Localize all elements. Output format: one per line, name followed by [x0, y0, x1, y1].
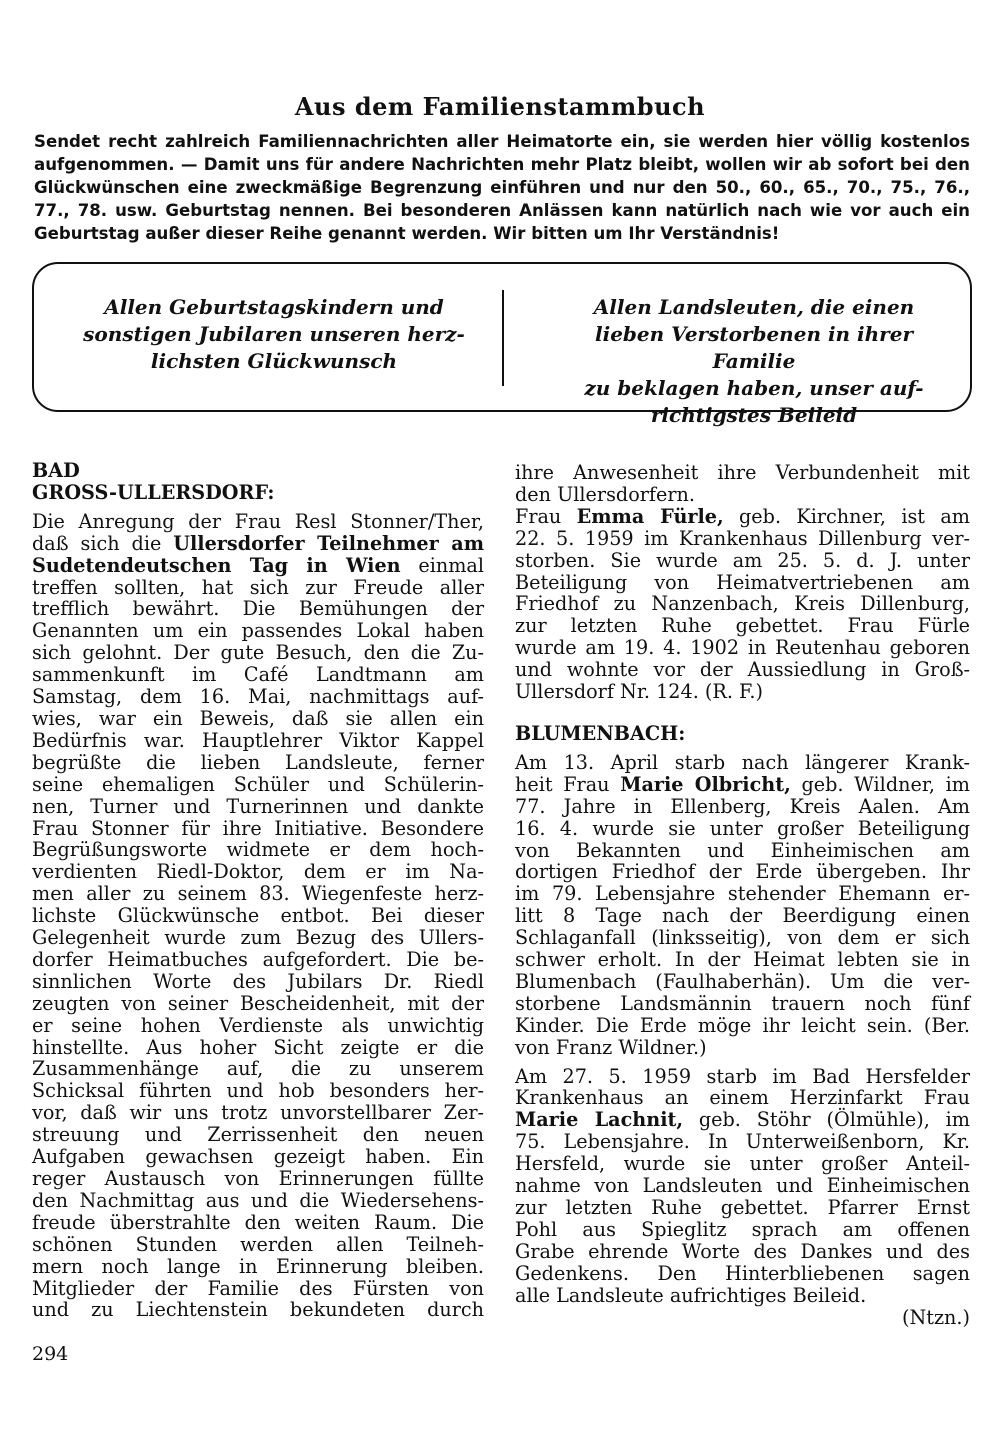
text-line: im 79. Lebensjahre stehender Ehemann er- — [515, 882, 970, 906]
text-line: seine ehemaligen Schüler und Schülerin- — [32, 772, 484, 796]
greeting-line: lieben Verstorbenen in ihrer Familie — [595, 322, 913, 373]
text-line: wurde am 19. 4. 1902 in Reutenhau geboren — [515, 636, 970, 660]
greeting-line: zu beklagen haben, unser auf- — [584, 376, 924, 400]
text-line: nahme von Landsleuten und Einheimischen — [515, 1174, 970, 1198]
text-run: daß sich die — [32, 531, 174, 555]
text-line: sammenkunft im Café Landtmann am — [32, 663, 484, 687]
text-line: men aller zu seinem 83. Wiegenfeste herz- — [32, 882, 484, 906]
text-line: hinstellte. Aus hoher Sicht zeigte er die — [32, 1035, 484, 1059]
section-heading-bad: BAD — [32, 459, 80, 482]
text-line: dortigen Friedhof der Erde übergeben. Ihr — [515, 860, 970, 884]
birthday-greeting — [74, 294, 474, 375]
text-run: geb. Wildner, im — [790, 772, 970, 796]
page-title: Aus dem Familienstammbuch — [294, 92, 706, 121]
article-marie-olbricht — [515, 752, 970, 1059]
text-line: freude überstrahlte den weiten Raum. Die — [32, 1210, 484, 1234]
text-line: vor, daß wir uns trotz unvorstellbarer Zer- — [32, 1101, 484, 1125]
text-line: Pohl aus Spieglitz sprach am offenen — [515, 1217, 970, 1241]
left-column — [32, 460, 484, 1321]
text-line: zur letzten Ruhe gebettet. Frau Fürle — [515, 614, 970, 638]
text-line: Am 27. 5. 1959 starb im Bad Hersfelder — [515, 1064, 970, 1088]
text-line: Zusammenhänge auf, die zu unserem — [32, 1057, 484, 1081]
text-line: begrüßte die lieben Landsleute, ferner — [32, 750, 484, 774]
text-line: Bedürfnis war. Hauptlehrer Viktor Kappel — [32, 728, 484, 752]
text-line: Mitglieder der Familie des Fürsten von — [32, 1276, 484, 1300]
text-run: heit Frau — [515, 772, 621, 796]
greeting-divider — [502, 290, 504, 386]
text-line: Gelegenheit wurde zum Bezug des Ullers- — [32, 926, 484, 950]
article-gross-ullersdorf — [32, 511, 484, 1322]
text-line: zur letzten Ruhe gebettet. Pfarrer Ernst — [515, 1196, 970, 1219]
text-line: trefflich bewährt. Die Bemühungen der — [32, 597, 484, 621]
bold-text: Sudetendeutschen Tag in Wien — [32, 553, 401, 577]
text-line: Blumenbach (Faulhaberhän). Um die ver- — [515, 969, 970, 993]
greeting-line: lichsten Glückwunsch — [150, 349, 398, 373]
greeting-line: Allen Geburtstagskindern und — [104, 295, 444, 319]
greeting-line: richtigstes Beileid — [650, 403, 858, 427]
article-emma-fuerle — [515, 506, 970, 703]
text-line: den Ullersdorfern. — [515, 482, 696, 506]
text-line: Am 13. April starb nach längerer Krank- — [515, 750, 970, 774]
text-line — [515, 774, 970, 796]
text-line: Ullersdorf Nr. 124. (R. F.) — [515, 680, 763, 704]
section-heading-blumenbach: BLUMENBACH: — [515, 721, 686, 745]
right-column — [515, 462, 970, 1328]
text-line: Aufgaben gewachsen gezeigt haben. Ein — [32, 1145, 484, 1169]
text-line: 22. 5. 1959 im Krankenhaus Dillenburg ver- — [515, 526, 970, 550]
text-line: Schicksal führten und hob besonders her- — [32, 1079, 484, 1103]
intro-text: Sendet recht zahlreich Familiennachrichten aller Heimatorte ein, sie werden hier völlig kostenlos aufgenommen. — Damit uns für andere Nachrichten mehr Platz bleibt, wollen wir ab sofort bei den Glückwünschen eine zweckmäßige Begrenzung einführen und nur den 50., 60., 65., 70., 75., 76., 77., 78. usw. Geburtstag nennen. Bei besonderen Anlässen kann natürlich nach wie vor auch ein Geburtstag außer dieser Reihe genannt werden. Wir bitten um Ihr Verständnis! — [34, 132, 970, 243]
text-line: den Nachmittag aus und die Wiedersehens- — [32, 1188, 484, 1212]
text-line: und zu Liechtenstein bekundeten durch — [32, 1298, 484, 1322]
text-line: Schlaganfall (linksseitig), von dem er sich — [515, 926, 970, 950]
intro-paragraph — [34, 130, 970, 245]
section-heading-gross-ullersdorf: GROSS-ULLERSDORF: — [32, 480, 275, 504]
text-line: zeugten von seiner Bescheidenheit, mit der — [32, 991, 484, 1015]
text-line: Hersfeld, wurde sie unter großer Anteil- — [515, 1152, 970, 1176]
text-line: Frau Stonner für ihre Initiative. Besondere — [32, 816, 484, 840]
text-line: 75. Lebensjahre. In Unterweißenborn, Kr. — [515, 1130, 970, 1154]
text-line: Grabe ehrende Worte des Dankes und des — [515, 1239, 970, 1263]
text-line: nen, Turner und Turnerinnen und dankte — [32, 794, 484, 818]
text-line: verdienten Riedl-Doktor, dem er im Na- — [32, 860, 484, 884]
greeting-box — [32, 262, 972, 427]
bold-text: Ullersdorfer Teilnehmer am — [173, 531, 485, 555]
text-line — [515, 506, 970, 528]
text-line: er seine hohen Verdienste als unwichtig — [32, 1013, 484, 1037]
text-line: Kinder. Die Erde möge ihr leicht sein. (Ber. — [515, 1013, 970, 1037]
greeting-line: sonstigen Jubilaren unseren herz- — [83, 322, 465, 346]
person-name: Emma Fürle, — [576, 504, 724, 528]
text-line: alle Landsleute aufrichtiges Beileid. — [515, 1283, 867, 1307]
text-run: einmal — [400, 553, 484, 577]
text-line: Samstag, dem 16. Mai, nachmittags auf- — [32, 685, 484, 709]
person-name: Marie Lachnit, — [515, 1108, 684, 1132]
page-number: 294 — [32, 1343, 69, 1365]
text-line: Krankenhaus an einem Herzinfarkt Frau — [515, 1086, 970, 1110]
text-line: Beteiligung von Heimatvertriebenen am — [515, 570, 970, 594]
text-line: schwer erholt. In der Heimat lebten sie in — [515, 948, 970, 972]
text-line: wies, war ein Beweis, daß sie allen ein — [32, 706, 484, 730]
text-line: treffen sollten, hat sich zur Freude aller — [32, 575, 484, 599]
text-line: 16. 4. wurde sie unter großer Beteiligung — [515, 816, 970, 840]
text-run: geb. Stöhr (Ölmühle), im — [683, 1108, 970, 1132]
condolence-greeting — [554, 294, 954, 429]
text-line: Begrüßungsworte widmete er dem hoch- — [32, 838, 484, 862]
text-line: dorfer Heimatbuches aufgefordert. Die be- — [32, 947, 484, 971]
text-line: ihre Anwesenheit ihre Verbundenheit mit — [515, 461, 970, 484]
text-line: mern noch lange in Erinnerung bleiben. — [32, 1254, 484, 1278]
text-line: storbene Landsmännin trauern noch fünf — [515, 991, 970, 1015]
text-line: storben. Sie wurde am 25. 5. d. J. unter — [515, 548, 970, 572]
text-line — [515, 1109, 970, 1131]
text-line: Friedhof zu Nanzenbach, Kreis Dillenburg, — [515, 592, 970, 616]
spacer — [515, 703, 970, 723]
text-line: von Bekannten und Einheimischen am — [515, 838, 970, 862]
text-line: sich gelohnt. Der gute Besuch, den die Zu- — [32, 641, 484, 665]
text-line: 77. Jahre in Ellenberg, Kreis Aalen. Am — [515, 794, 970, 818]
text-line: schönen Stunden werden allen Teilneh- — [32, 1232, 484, 1256]
article-continuation — [515, 462, 970, 506]
text-line — [32, 533, 484, 555]
text-run: geb. Kirchner, ist am — [723, 504, 970, 528]
text-line: litt 8 Tage nach der Beerdigung einen — [515, 904, 970, 928]
greeting-line: Allen Landsleuten, die einen — [593, 295, 915, 319]
text-line: von Franz Wildner.) — [515, 1035, 707, 1059]
text-line: sinnlichen Worte des Jubilars Dr. Riedl — [32, 969, 484, 993]
text-line — [32, 555, 484, 577]
person-name: Marie Olbricht, — [620, 772, 791, 796]
text-line: lichste Glückwünsche entbot. Bei dieser — [32, 904, 484, 928]
text-line: reger Austausch von Erinnerungen füllte — [32, 1167, 484, 1190]
text-line: und wohnte vor der Aussiedlung in Groß- — [515, 658, 970, 682]
article-marie-lachnit — [515, 1066, 970, 1329]
text-run: Frau — [515, 504, 577, 528]
text-line: streuung und Zerrissenheit den neuen — [32, 1123, 484, 1147]
text-line: Genannten um ein passendes Lokal haben — [32, 619, 484, 643]
text-line: Gedenkens. Den Hinterbliebenen sagen — [515, 1261, 970, 1285]
text-line: Die Anregung der Frau Resl Stonner/Ther, — [32, 509, 484, 533]
author-signature: (Ntzn.) — [901, 1305, 970, 1329]
